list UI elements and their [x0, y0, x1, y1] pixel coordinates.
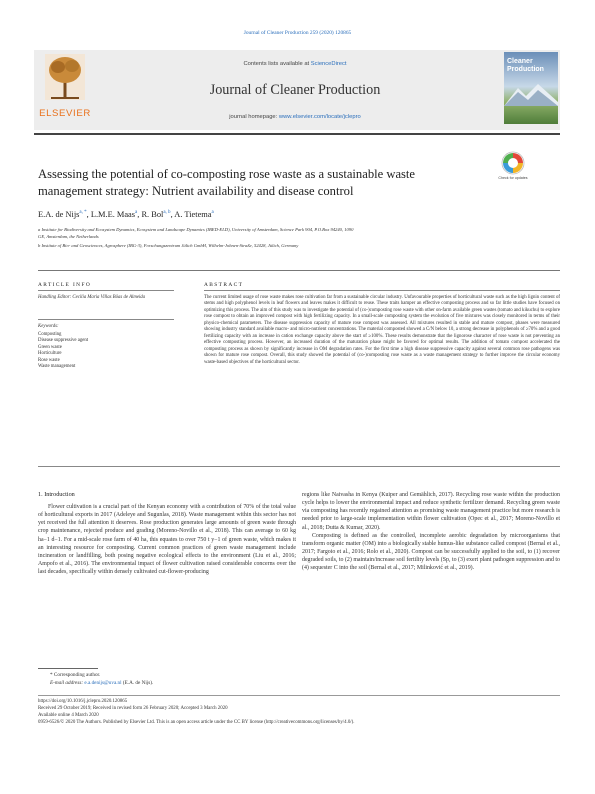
intro-paragraph-1-cont: regions like Naivasha in Kenya (Kuiper and Gemählich, 2017). Recycling rose waste within the production cycle helps to lower the environmental impact and reduce synthetic fertilizer demand. Recycling green waste via composting has recently regained attention as promising waste management practice but more research is needed prior to large-scale implementation within flower cultivation (Opec et al., 2017; Moreno-Novillo et al., 2018; Dutta & Kumar, 2020).: [302, 492, 560, 531]
article-title-line-1: Assessing the potential of co-composting rose waste as a sustainable waste: [38, 167, 416, 181]
info-rule: [38, 290, 174, 291]
check-updates-icon: [498, 150, 528, 186]
abstract-text: The current limited usage of rose waste makes rose cultivation far from a sustainable circular industry. Unfavourable properties of horticultural waste such as the high lignin content of stems and high polyphenol levels in leaf flowers and leaves makes it difficult to reuse. These traits hamper an effective composting process and so far little studies have focused on optimizing this process. The aim of this study was to investigate the potential of (co-)composting rose waste with other on-farm available green wastes (tomato and kikuchu) to explore rose compost to obtain an improved compost with high fertilizing capacity. In a small-scale composting system the evolution of five mixtures was closely monitored in terms of their physico-chemical parameters. The disease suppression capacity of mature rose compost was assessed. All mixtures resulted in stable and mature compost, phases were measured showing industry standard available macro- and micro-nutrient concentrations. The material composted showed a C/N below 10, a strong decrease in polyphenols of ≥70% and a good fertilizing capacity with an increase in cation exchange capacity above the start of ≥100%. These results demonstrate that the lignorose character of rose waste is not preventing an effective composting process. However, an increased duration of the maturation phase might be favored for optimal results. The addition of tomato compost accelerated the composting process as shown by significantly increase in OM degradation rates. For the first time a high disease suppressive capacity against several common rose pathogens was shown for mature rose compost. Overall, this study showed the potential of (co-)composting rose waste as a waste management strategy to further improve the circular economy waste-based objectives of the horticultural sector.: [204, 295, 560, 365]
email-label: E-mail address:: [50, 680, 85, 686]
journal-cover-thumbnail[interactable]: [504, 52, 558, 124]
doi-link[interactable]: https://doi.org/10.1016/j.jclepro.2020.120865: [38, 699, 128, 704]
article-title: [38, 166, 488, 200]
author-marks[interactable]: a: [211, 210, 214, 216]
affiliation-a-line-2: GE, Amsterdam, the Netherlands: [38, 234, 99, 239]
footnote-rule: [38, 668, 98, 669]
cover-title: Cleaner Production: [507, 58, 544, 73]
section-rule: [38, 270, 560, 271]
introduction-heading: 1. Introduction: [38, 491, 75, 498]
author-name[interactable]: L.M.E. Maas: [90, 210, 136, 219]
sciencedirect-link[interactable]: ScienceDirect: [310, 61, 347, 67]
email-suffix: (E.A. de Nijs).: [121, 680, 154, 686]
homepage-prefix: journal homepage:: [229, 114, 279, 120]
intro-paragraph-1: Flower cultivation is a crucial part of the Kenyan economy with a contribution of 70% of the total value of horticultural exports in 2017 (Adeleye and Sugunlas, 2018). Waste management within this sector has not yet received the full attention it deserves. Rose production generates large amounts of green waste through crop maintenance, rejected produce and grading (Moreno-Novillo et al., 2018). This can average to 60 kg ha−1 d−1. For a mid-scale rose farm of 40 ha, this equates to over 750 t y−1 of green waste, which makes it an interesting resource for composting. Current common practices of green waste management include incineration or landfilling, both posing negative ecological effects to the environment (Liu et al., 2016; Ampofo et al., 2016). The environmental impact of flower cultivation raised considerable concerns over the last decades, specifically within densely cultivated cut-flower-producing: [38, 504, 296, 576]
elsevier-logo[interactable]: [36, 52, 94, 126]
keyword: Composting: [38, 332, 62, 337]
available-online: Available online 4 March 2020: [38, 713, 99, 718]
keyword: Green waste: [38, 344, 62, 350]
article-title-line-2: management strategy: Nutrient availability and disease control: [38, 184, 354, 198]
elsevier-tree-icon: [45, 54, 85, 100]
contents-line: [120, 61, 470, 67]
check-updates-label: Check for updates: [498, 176, 528, 180]
author-name[interactable]: A. Tietema: [174, 210, 212, 219]
affiliation-a-line-1: a Institute for Biodiversity and Ecosystem Dynamics, Ecosystem and Landscape Dynamics (IBED-ELD), University of Amsterdam, Science Park 904, P.O.Box 94240, 1090: [38, 227, 354, 232]
abstract-heading: ABSTRACT: [204, 282, 244, 288]
license-line: 0959-6526/© 2020 The Authors. Published by Elsevier Ltd. This is an open access article under the CC BY license (http://creativecommons.org/licenses/by/4.0/).: [38, 720, 355, 725]
email-link[interactable]: e.a.denijs@uva.nl: [84, 680, 122, 686]
author-name[interactable]: R. Bol: [141, 210, 164, 219]
handling-editor: Handling Editor: Cecilia Maria Villas Bôas de Almeida: [38, 295, 146, 300]
author-marks[interactable]: a, b: [163, 210, 171, 216]
right-column: [302, 491, 560, 573]
author-name[interactable]: E.A. de Nijs: [38, 210, 80, 219]
author-marks[interactable]: a: [135, 210, 138, 216]
abstract-rule: [204, 290, 560, 291]
article-info-heading: ARTICLE INFO: [38, 282, 92, 288]
keyword: Rose waste: [38, 357, 60, 363]
header-rule: [34, 133, 560, 135]
corresponding-author-note: * Corresponding author.: [50, 672, 101, 678]
keyword: Horticulture: [38, 351, 62, 357]
keyword: Waste management: [38, 364, 76, 370]
homepage-line: [120, 114, 470, 120]
keywords-label: Keywords:: [38, 324, 59, 329]
footer-rule: [38, 695, 560, 696]
mountain-icon: [504, 82, 558, 106]
journal-title: Journal of Cleaner Production: [209, 82, 381, 98]
keyword: Disease suppressive agent: [38, 338, 89, 344]
affiliation-b: b Institute of Bio- and Geosciences, Agrosphere (IBG-3), Forschungszentrum Jülich GmbH, Wilhelm-Johnen-Straße, 52428, Jülich, Germany: [38, 243, 299, 248]
abstract-end-rule: [38, 466, 560, 467]
author-list: E.A. de Nijs$^{a, *}$, L.M.E. Maas$^a$, R. Bol$^{a, b}$, A. Tietema$^a$: [38, 210, 214, 219]
intro-paragraph-2: Composting is defined as the controlled, incomplete aerobic degradation by microorganisms that transform organic matter (OM) into a biologically stable humus-like substance called compost (Bernal et al., 2017; Fargoio et al., 2016; Rolo et al., 2020). Compost can be successfully applied to the soil, to (1) recover degraded soils, to (2) maintain/increase soil fertility levels (Sp, to (3) exert plant pathogen suppression and to (4) sequester C into the soil (Bernal et al., 2017; Milinković et al., 2019).: [302, 532, 560, 572]
email-note: [50, 680, 153, 687]
received-dates: Received 29 October 2019; Received in revised form 26 February 2020; Accepted 3 March 2020: [38, 706, 228, 711]
homepage-link[interactable]: www.elsevier.com/locate/jclepro: [278, 114, 361, 120]
contents-prefix: Contents lists available at: [243, 61, 311, 67]
elsevier-wordmark: ELSEVIER: [39, 108, 91, 119]
keywords-rule: [38, 319, 174, 320]
keywords-list: [38, 332, 174, 370]
check-for-updates-badge[interactable]: [498, 150, 528, 186]
author-marks[interactable]: a, *: [79, 210, 87, 216]
left-column: [38, 503, 296, 576]
journal-reference[interactable]: Journal of Cleaner Production 259 (2020) 120865: [243, 30, 352, 36]
